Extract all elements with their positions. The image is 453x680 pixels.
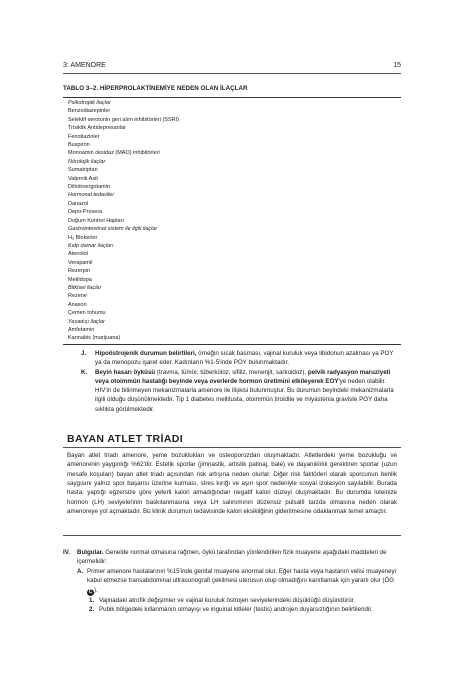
evidence-grade-badge: C bbox=[88, 588, 93, 595]
item-list bbox=[81, 349, 401, 414]
table-top-rule bbox=[63, 97, 401, 98]
drug-item: Sumatriptan bbox=[68, 167, 98, 174]
drug-item: Valproik Asit bbox=[68, 175, 98, 182]
drug-category: Nörolojik ilaçlar bbox=[68, 158, 106, 165]
subitem-text: Pubik bölgedeki kıllanmanın olmayışı ve inguinal kitleler (testis) androjen duyarsızlığının belirtileridir. bbox=[99, 606, 373, 614]
table-title: TABLO 3–2. HİPERPROLAKTİNEMİYE NEDEN OLAN İLAÇLAR bbox=[63, 85, 248, 92]
item-bold-text: Beyin hasarı öyküsü bbox=[95, 368, 156, 376]
item-text: (travma, tümör, tüberküloz, sifiliz, menenjit, sarkoidoz), bbox=[155, 368, 308, 376]
drug-category: Bitkisel ilaçlar bbox=[68, 284, 102, 291]
drug-item: Fenotiazinler bbox=[68, 133, 100, 140]
item-label: J. bbox=[81, 350, 87, 357]
box-title: BAYAN ATLET TRİADI bbox=[67, 433, 184, 445]
drug-item: Metildopa bbox=[68, 276, 92, 283]
drug-item: Trisiklik Antidepresanlar bbox=[68, 125, 126, 132]
drug-item: Atenolol bbox=[68, 251, 88, 258]
drug-category: Hormonal tedaviler bbox=[68, 192, 115, 199]
drug-item: Kannabis (marijuana) bbox=[68, 335, 121, 342]
drug-item: Rezerpin bbox=[68, 268, 91, 275]
item-bold-text: Hipoöstrojenik durumun belirtileri, bbox=[95, 350, 197, 357]
subitem-text: Vajinadaki atrofik değişimler ve vajinal kuruluk östrojen seviyelerindeki düşüklüğü düşündürür. bbox=[99, 596, 356, 604]
drug-item: H₂ Blokerler bbox=[68, 234, 98, 241]
box-bottom-rule bbox=[63, 535, 401, 536]
section-findings bbox=[63, 548, 401, 614]
subitem-2 bbox=[63, 605, 401, 614]
item-bold-text: pelvik radyasyon maruziyeti veya otoimmün hastalığı beyinde veya overlerde hormon üretimini etkileyerek EOY bbox=[95, 368, 391, 385]
drug-category: Psikotropik ilaçlar bbox=[68, 100, 111, 106]
subitem-text-end: ). bbox=[94, 586, 98, 594]
drug-category: Gastrointestinal sistem ile ilgili ilaçlar bbox=[68, 226, 158, 233]
drug-item: Rezene bbox=[68, 293, 87, 300]
drug-item: Depo-Provera bbox=[68, 209, 103, 216]
subitem-text: Primer amenore hastalarının %15'inde genital muayene anormal olur. Eğer hasta veya hastanın velisi muayeneyi kabul etmezse transabdominal ultrasonografi çekilmesi uterusun olup olmadığını kanıtlamak için yararlı olur (ÖG bbox=[87, 567, 397, 585]
drug-item: Dihidroergotamin bbox=[68, 184, 110, 191]
item-k bbox=[81, 368, 401, 414]
drug-item: Anason bbox=[68, 301, 87, 308]
section-bold-text: Bulgular. bbox=[77, 549, 104, 556]
item-text: örneğin sıcak basması, vajinal kuruluk veya libidonun azalması ya POY ya da menopozu işaret eder. Kadınların %1-5'inde POY bulunmaktadır. bbox=[95, 350, 394, 367]
drug-item: Doğum Kontrol Hapları bbox=[68, 217, 124, 224]
subitem-a bbox=[63, 567, 401, 596]
drug-item: Benzodiazepinler bbox=[68, 108, 111, 115]
drug-item: Danazol bbox=[68, 200, 89, 207]
box-text: Bayan atlet triadı amenore, yeme bozuklukları ve osteoporozdan oluşmaktadır. Atletlerdeki yeme bozukluğu ve amenorenin yaygınlığı %62'dir. Estetik sporlar (jimnastik, artistik patinaj, bale) ve dayanıklılık gerektiren sporlar (uzun mesafe koşuları) bayan atlet triadı açısından risk artışına neden olurlar. Diğer risk faktörleri olarak sporcunun benlik saygısını yalnız spor başarısı üzerine kurması, stres kırığı ve aşırı spor nedeniyle sosyal izolasyon sayılabilir. Burada hasta, yaptığı egzersize göre yeterli kalori almadığından negatif kalori düzeyi oluşmaktadır. Bu durumda luteinize hormon (LH) seviyelerinin baskılanmasına veya LH salınımının düzensiz pulsatil tarzda olmasına neden olarak amenoreye yol açmaktadır. Bu klinik durumun tedavisinde kalori eksikliğinin giderilmesine odaklanmak temel amaçtır. bbox=[67, 452, 397, 516]
section-heading bbox=[63, 548, 401, 567]
box-top-rule bbox=[63, 447, 401, 448]
item-j bbox=[81, 349, 401, 368]
drug-category: Kalp damar ilaçları bbox=[68, 242, 114, 249]
section-text: Genelde normal olmasına rağmen, öykü tarafından yönlendirilen fizik muayene aşağıdaki maddeleri de içermelidir: bbox=[77, 549, 387, 566]
subitem-label: 2. bbox=[89, 606, 95, 614]
drug-item: Çemen tohumu bbox=[68, 310, 106, 317]
subitem-label: A. bbox=[77, 567, 84, 575]
subitem-1 bbox=[63, 596, 401, 605]
item-text: 'ye neden olabilir. HIV'in de bilinmeyen mekanizmalarla amenore ile ilişkisi bulunmuştur. Bu durumun beyindeki mekanizmalarla ilgili olduğu düşünülmektedir. Tip 1 diabetes mellitusta, otoimmün tiroidite ve miyastenia graviste POY daha sıklıkla görülmektedir. bbox=[95, 377, 394, 413]
drug-item: Buspiron bbox=[68, 142, 90, 149]
subitem-label: 1. bbox=[89, 596, 95, 604]
drug-item: Selektif serotonin geri alım inhibitörleri (SSRI) bbox=[68, 116, 179, 123]
table-bottom-rule bbox=[63, 344, 401, 345]
section-label: IV. bbox=[63, 549, 70, 556]
drug-item: Monoamin oksidaz (MAO) inhibitörleri bbox=[68, 150, 160, 157]
header-divider bbox=[63, 73, 401, 74]
chapter-title: 3: AMENORE bbox=[63, 62, 106, 69]
page-number: 15 bbox=[393, 62, 401, 69]
item-label: K. bbox=[81, 368, 88, 376]
drug-category: Yasadışı ilaçlar bbox=[68, 318, 105, 325]
drug-item: Verapamil bbox=[68, 259, 93, 266]
drug-table bbox=[68, 99, 388, 343]
drug-item: Amfetamin bbox=[68, 326, 95, 333]
